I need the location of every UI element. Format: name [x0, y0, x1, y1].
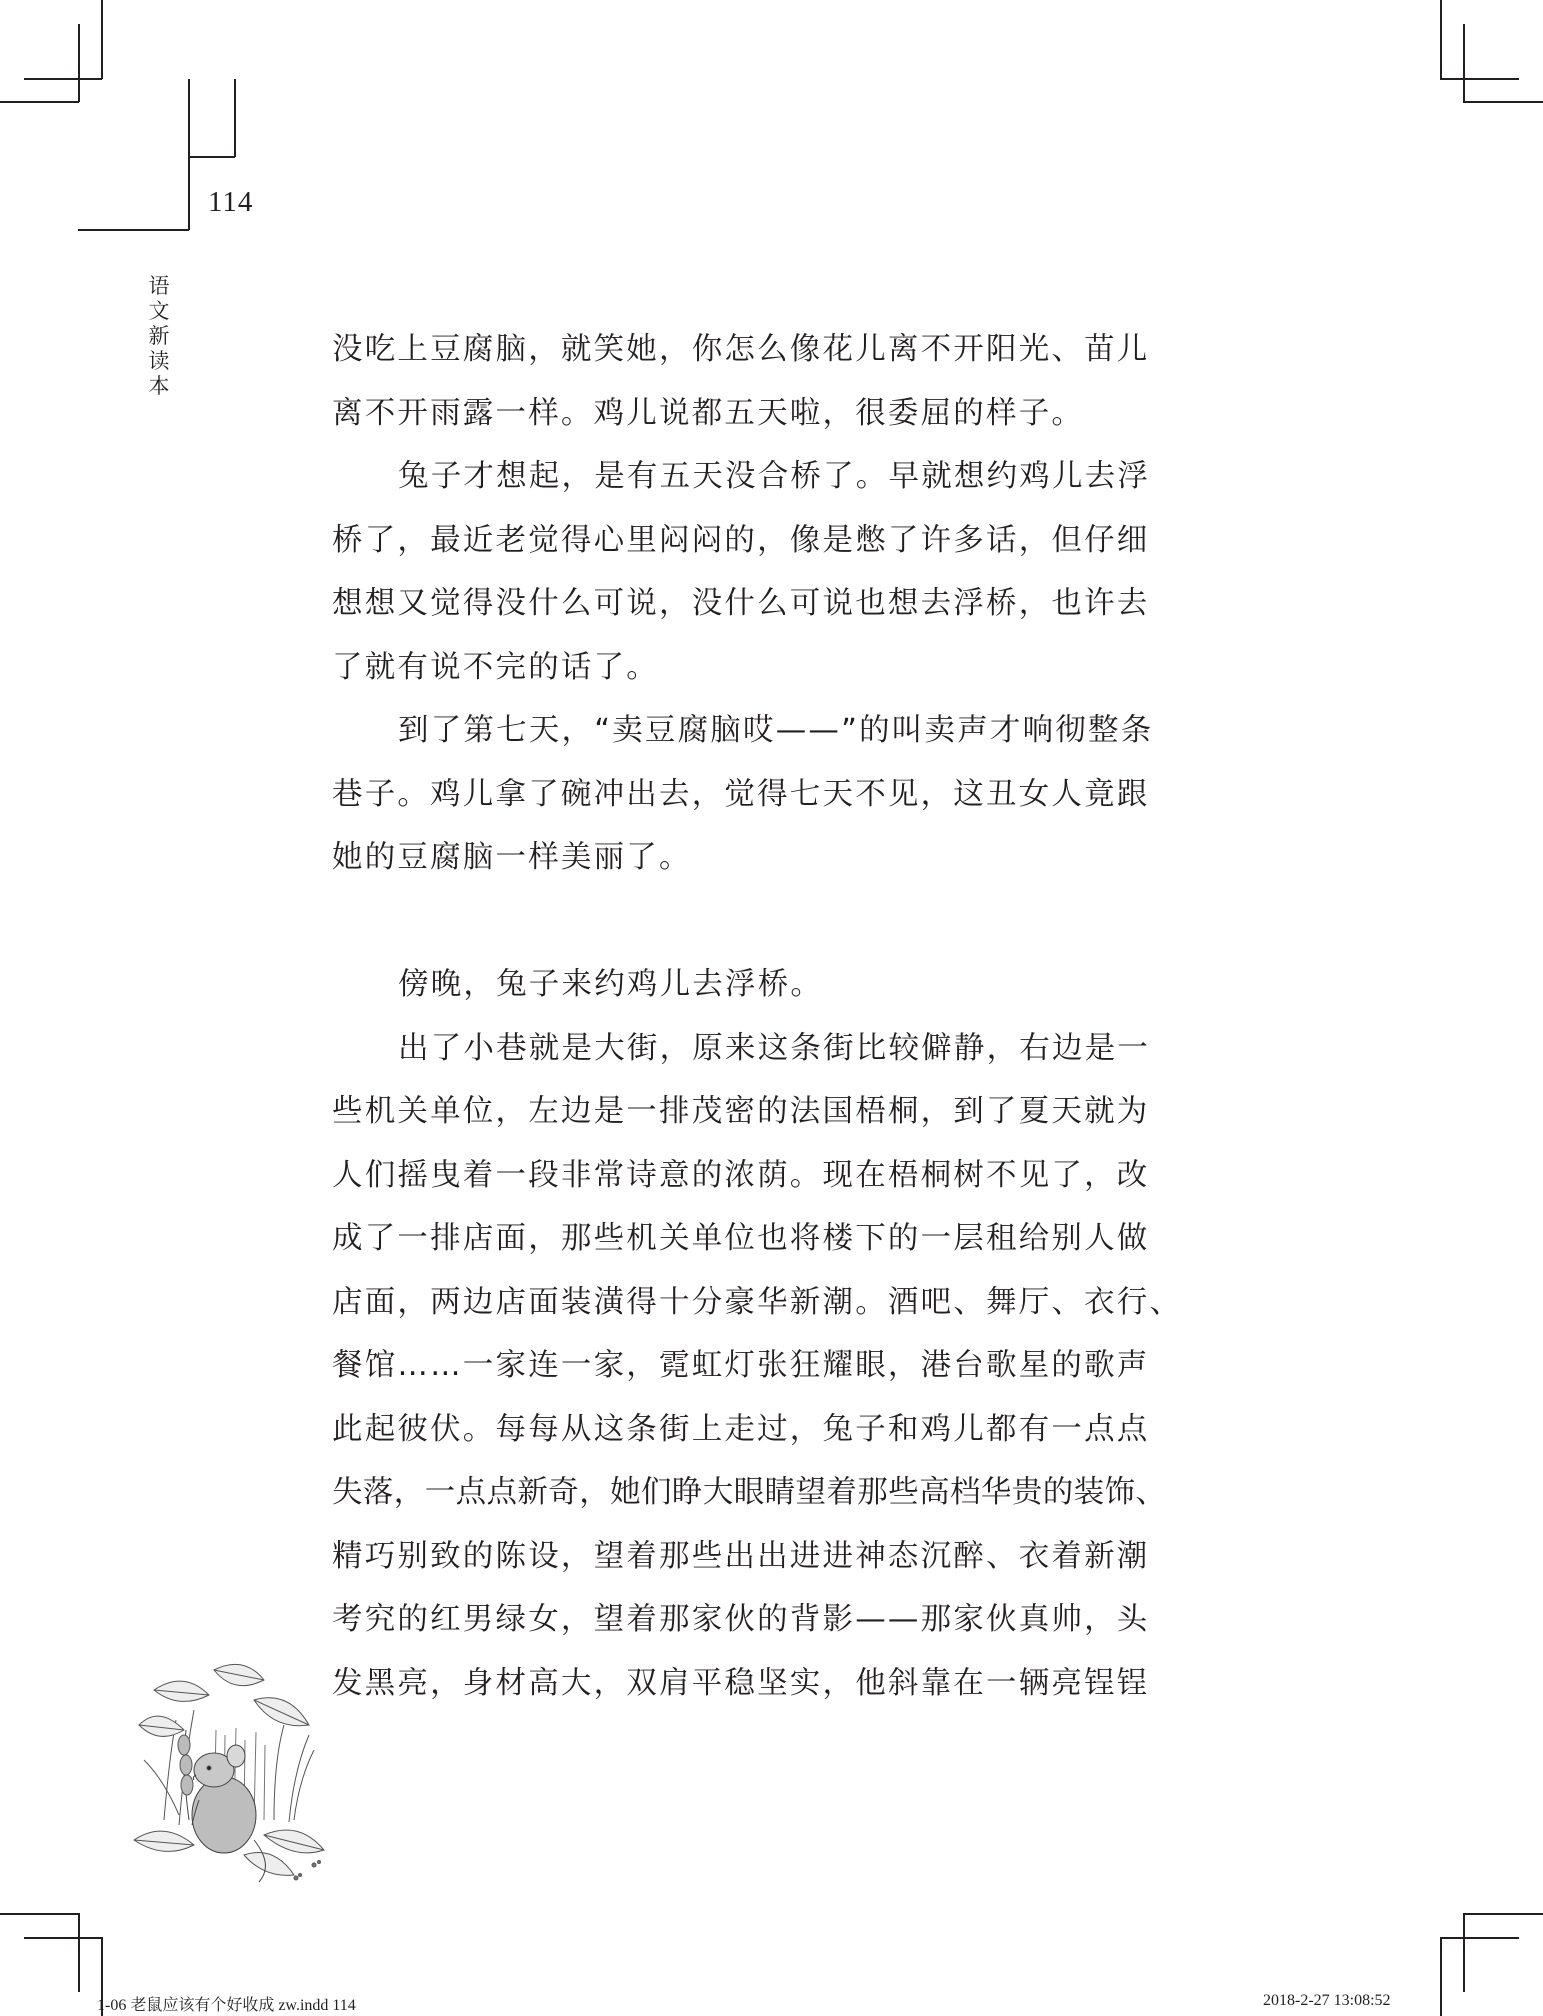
crop-mark — [1440, 0, 1442, 79]
text-line: 出了小巷就是大街，原来这条街比较僻静，右边是一 — [398, 1030, 1151, 1066]
text-line: 失落，一点点新奇，她们睁大眼睛望着那些高档华贵的装饰、 — [332, 1475, 1167, 1510]
text-line: 成了一排店面，那些机关单位也将楼下的一层租给别人做 — [332, 1221, 1150, 1256]
text-line: 想想又觉得没什么可说，没什么可说也想去浮桥，也许去 — [332, 586, 1150, 621]
text-line: 到了第七天，“卖豆腐脑哎——”的叫卖声才响彻整条 — [398, 713, 1154, 748]
text-line: 桥了，最近老觉得心里闷闷的，像是憋了许多话，但仔细 — [332, 522, 1150, 558]
text-line: 她的豆腐脑一样美丽了。 — [332, 840, 692, 875]
paragraph — [332, 953, 1192, 1017]
text-line: 巷子。鸡儿拿了碗冲出去，觉得七天不见，这丑女人竟跟 — [332, 776, 1150, 812]
text-line: 人们摇曳着一段非常诗意的浓荫。现在梧桐树不见了，改 — [332, 1157, 1150, 1193]
crop-mark — [1440, 78, 1519, 80]
page-number: 114 — [208, 186, 254, 218]
text-line: 餐馆……一家连一家，霓虹灯张狂耀眼，港台歌星的歌声 — [332, 1348, 1150, 1383]
header-rule — [188, 79, 190, 230]
crop-mark — [1463, 1913, 1543, 1915]
crop-mark — [24, 78, 102, 80]
text-line: 店面，两边店面装潢得十分豪华新潮。酒吧、舞厅、衣行、 — [332, 1284, 1183, 1320]
body-text — [332, 318, 1192, 1715]
crop-mark — [1440, 1937, 1519, 1939]
crop-mark — [78, 1913, 80, 1992]
text-line: 考究的红男绿女，望着那家伙的背影——那家伙真帅，头 — [332, 1602, 1150, 1637]
crop-mark — [1463, 24, 1465, 103]
mouse-sketch-icon — [124, 1650, 334, 1885]
paragraph — [332, 1017, 1192, 1716]
crop-mark — [0, 101, 79, 103]
paragraph — [332, 445, 1192, 699]
text-line: 兔子才想起，是有五天没合桥了。早就想约鸡儿去浮 — [398, 459, 1151, 494]
header-rule — [234, 79, 236, 157]
mouse-illustration — [124, 1650, 334, 1885]
header-rule — [78, 229, 189, 231]
text-line: 此起彼伏。每每从这条街上走过，兔子和鸡儿都有一点点 — [332, 1411, 1150, 1447]
text-line: 精巧别致的陈设，望着那些出出进进神态沉醉、衣着新潮 — [332, 1538, 1150, 1574]
crop-mark — [0, 1913, 79, 1915]
running-title-char: 语 — [148, 274, 170, 298]
crop-mark — [101, 0, 103, 79]
text-line: 发黑亮，身材高大，双肩平稳坚实，他斜靠在一辆亮锃锃 — [332, 1665, 1150, 1701]
crop-mark — [24, 1937, 103, 1939]
paragraph — [332, 318, 1192, 445]
running-title-char: 读 — [148, 349, 170, 373]
text-line: 离不开雨露一样。鸡儿说都五天啦，很委屈的样子。 — [332, 395, 1085, 431]
running-title-vertical — [146, 274, 172, 399]
paragraph — [332, 699, 1192, 890]
text-line: 了就有说不完的话了。 — [332, 649, 659, 685]
running-title-char: 文 — [148, 299, 170, 323]
footer-timestamp: 2018-2-27 13:08:52 — [1263, 1992, 1391, 2009]
crop-mark — [1463, 1913, 1465, 1992]
running-title-char: 本 — [148, 374, 170, 398]
crop-mark — [1440, 1937, 1442, 2016]
footer-file-slug: 1-06 老鼠应该有个好收成 zw.indd 114 — [97, 1997, 356, 2014]
text-line: 傍晚，兔子来约鸡儿去浮桥。 — [398, 967, 824, 1002]
crop-mark — [78, 24, 80, 102]
header-rule — [188, 156, 235, 158]
text-line: 些机关单位，左边是一排茂密的法国梧桐，到了夏天就为 — [332, 1094, 1150, 1129]
text-line: 没吃上豆腐脑，就笑她，你怎么像花儿离不开阳光、苗儿 — [332, 332, 1150, 367]
section-break — [332, 890, 1192, 954]
crop-mark — [1463, 101, 1543, 103]
running-title-char: 新 — [148, 324, 170, 348]
